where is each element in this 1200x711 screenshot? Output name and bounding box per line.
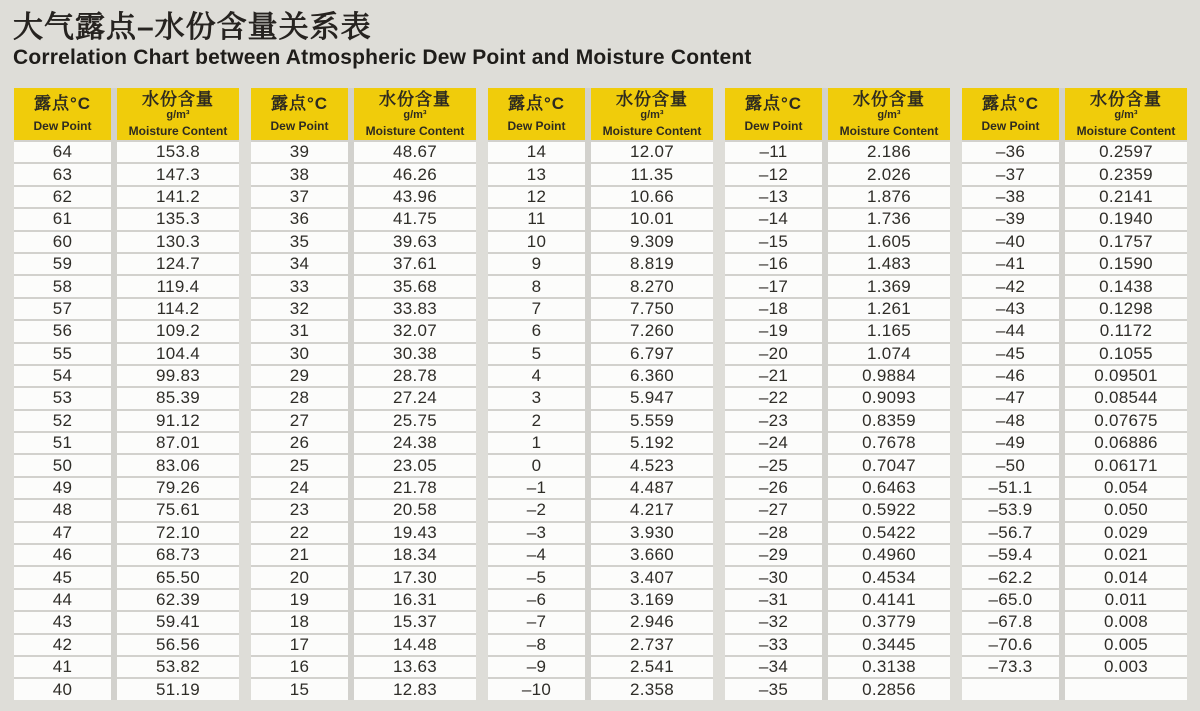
dew-point-cell: 30 (251, 344, 348, 364)
dew-point-header-cn: 露点°C (507, 94, 566, 114)
moisture-content-cell: 37.61 (354, 254, 476, 274)
dew-point-cell: 34 (251, 254, 348, 274)
moisture-content-cell: 0.09501 (1065, 366, 1187, 386)
table-column-group-1 (14, 88, 239, 700)
moisture-header-unit: g/m³ (403, 109, 427, 122)
moisture-content-cell: 2.946 (591, 612, 713, 632)
moisture-header-en: Moisture Content (128, 123, 228, 138)
dew-point-cell: –70.6 (962, 635, 1059, 655)
moisture-content-cell: 33.83 (354, 299, 476, 319)
moisture-content-cell: 99.83 (117, 366, 239, 386)
moisture-content-cell: 68.73 (117, 545, 239, 565)
moisture-content-header (117, 88, 239, 140)
dew-point-cell: 53 (14, 388, 111, 408)
moisture-content-cell: 0.050 (1065, 500, 1187, 520)
moisture-content-cell: 85.39 (117, 388, 239, 408)
moisture-content-cell: 0.07675 (1065, 411, 1187, 431)
moisture-content-cell: 0.2359 (1065, 164, 1187, 184)
moisture-content-cell: 8.819 (591, 254, 713, 274)
dew-point-cell: 44 (14, 590, 111, 610)
dew-point-cell: –62.2 (962, 567, 1059, 587)
dew-point-header (962, 88, 1059, 140)
dew-point-cell: 10 (488, 232, 585, 252)
moisture-content-cell: 30.38 (354, 344, 476, 364)
dew-point-cell: 50 (14, 455, 111, 475)
moisture-header-en: Moisture Content (839, 123, 939, 138)
moisture-content-cell: 59.41 (117, 612, 239, 632)
moisture-content-cell: 2.186 (828, 142, 950, 162)
dew-point-cell: –3 (488, 523, 585, 543)
moisture-content-cell: 0.021 (1065, 545, 1187, 565)
moisture-content-cell: 25.75 (354, 411, 476, 431)
moisture-content-cell: 43.96 (354, 187, 476, 207)
dew-point-cell: 49 (14, 478, 111, 498)
moisture-content-cell: 6.797 (591, 344, 713, 364)
moisture-content-cell: 13.63 (354, 657, 476, 677)
dew-point-cell: –7 (488, 612, 585, 632)
moisture-content-cell: 0.011 (1065, 590, 1187, 610)
dew-point-cell: 33 (251, 276, 348, 296)
moisture-content-cell: 0.3779 (828, 612, 950, 632)
moisture-header-unit: g/m³ (166, 109, 190, 122)
dew-point-cell: –35 (725, 679, 822, 699)
dew-point-cell: –22 (725, 388, 822, 408)
dew-point-cell: 7 (488, 299, 585, 319)
dew-point-cell: –56.7 (962, 523, 1059, 543)
moisture-content-cell: 51.19 (117, 679, 239, 699)
moisture-content-cell: 9.309 (591, 232, 713, 252)
dew-point-cell: 3 (488, 388, 585, 408)
table-column-group-4 (725, 88, 950, 700)
moisture-content-cell: 124.7 (117, 254, 239, 274)
dew-point-cell: –16 (725, 254, 822, 274)
moisture-content-cell: 27.24 (354, 388, 476, 408)
moisture-content-cell: 41.75 (354, 209, 476, 229)
moisture-content-cell: 21.78 (354, 478, 476, 498)
dew-point-cell: 29 (251, 366, 348, 386)
dew-point-cell: 60 (14, 232, 111, 252)
moisture-content-cell: 153.8 (117, 142, 239, 162)
moisture-content-header (828, 88, 950, 140)
dew-point-header (251, 88, 348, 140)
moisture-content-cell: 0.06886 (1065, 433, 1187, 453)
moisture-content-cell: 87.01 (117, 433, 239, 453)
dew-point-cell: –9 (488, 657, 585, 677)
dew-point-cell: –43 (962, 299, 1059, 319)
dew-point-cell: –48 (962, 411, 1059, 431)
moisture-content-cell: 0.1172 (1065, 321, 1187, 341)
moisture-content-cell: 0.9093 (828, 388, 950, 408)
moisture-content-cell: 28.78 (354, 366, 476, 386)
dew-point-cell: 6 (488, 321, 585, 341)
dew-point-cell: –65.0 (962, 590, 1059, 610)
moisture-content-cell: 1.074 (828, 344, 950, 364)
dew-point-cell: –36 (962, 142, 1059, 162)
moisture-header-cn: 水份含量 (379, 89, 451, 109)
dew-point-cell: –12 (725, 164, 822, 184)
dew-point-cell: 42 (14, 635, 111, 655)
moisture-content-cell: 39.63 (354, 232, 476, 252)
moisture-content-cell: 104.4 (117, 344, 239, 364)
dew-point-cell: 20 (251, 567, 348, 587)
moisture-content-cell: 0.06171 (1065, 455, 1187, 475)
dew-point-cell: –47 (962, 388, 1059, 408)
dew-point-cell: 41 (14, 657, 111, 677)
dew-point-cell: –39 (962, 209, 1059, 229)
moisture-content-cell: 17.30 (354, 567, 476, 587)
moisture-content-cell: 0.029 (1065, 523, 1187, 543)
moisture-content-cell: 53.82 (117, 657, 239, 677)
dew-point-cell: 58 (14, 276, 111, 296)
moisture-content-cell: 19.43 (354, 523, 476, 543)
dew-point-cell: 32 (251, 299, 348, 319)
table-column-group-2 (251, 88, 476, 700)
moisture-content-cell: 46.26 (354, 164, 476, 184)
moisture-content-cell: 0.4960 (828, 545, 950, 565)
dew-point-cell: –41 (962, 254, 1059, 274)
moisture-content-cell: 15.37 (354, 612, 476, 632)
moisture-content-cell: 119.4 (117, 276, 239, 296)
dew-point-cell: 57 (14, 299, 111, 319)
moisture-content-cell: 8.270 (591, 276, 713, 296)
moisture-content-cell: 1.165 (828, 321, 950, 341)
dew-point-cell: 37 (251, 187, 348, 207)
dew-point-cell: 43 (14, 612, 111, 632)
dew-point-cell: 51 (14, 433, 111, 453)
dew-point-cell: 17 (251, 635, 348, 655)
dew-point-cell: –17 (725, 276, 822, 296)
dew-point-header-en: Dew Point (744, 119, 803, 134)
moisture-content-cell: 65.50 (117, 567, 239, 587)
moisture-content-cell: 0.3138 (828, 657, 950, 677)
moisture-content-cell: 0.4534 (828, 567, 950, 587)
moisture-content-cell: 130.3 (117, 232, 239, 252)
moisture-content-cell: 0.9884 (828, 366, 950, 386)
dew-point-cell: –13 (725, 187, 822, 207)
moisture-content-cell: 114.2 (117, 299, 239, 319)
moisture-content-cell: 1.605 (828, 232, 950, 252)
dew-point-cell: –40 (962, 232, 1059, 252)
dew-point-cell: –5 (488, 567, 585, 587)
dew-point-cell: 55 (14, 344, 111, 364)
dew-point-cell: –11 (725, 142, 822, 162)
dew-point-cell: –33 (725, 635, 822, 655)
dew-point-cell: –23 (725, 411, 822, 431)
moisture-content-cell: 0.1757 (1065, 232, 1187, 252)
dew-point-cell: –29 (725, 545, 822, 565)
dew-point-cell: 27 (251, 411, 348, 431)
dew-point-header-cn: 露点°C (744, 94, 803, 114)
moisture-content-cell: 91.12 (117, 411, 239, 431)
dew-point-cell: –42 (962, 276, 1059, 296)
moisture-content-cell: 6.360 (591, 366, 713, 386)
dew-point-cell: 23 (251, 500, 348, 520)
moisture-content-cell: 4.523 (591, 455, 713, 475)
table-column-group-3 (488, 88, 713, 700)
page-title-en: Correlation Chart between Atmospheric Dew Point and Moisture Content (13, 46, 752, 69)
dew-point-cell: –44 (962, 321, 1059, 341)
moisture-content-cell: 141.2 (117, 187, 239, 207)
moisture-content-cell: 0.4141 (828, 590, 950, 610)
moisture-content-cell: 48.67 (354, 142, 476, 162)
moisture-content-cell: 7.260 (591, 321, 713, 341)
dew-point-cell: 39 (251, 142, 348, 162)
dew-point-cell: 1 (488, 433, 585, 453)
dew-point-cell: –27 (725, 500, 822, 520)
dew-point-cell: –32 (725, 612, 822, 632)
moisture-content-cell: 12.83 (354, 679, 476, 699)
moisture-content-cell: 0.008 (1065, 612, 1187, 632)
dew-point-cell: 8 (488, 276, 585, 296)
moisture-content-cell: 2.737 (591, 635, 713, 655)
moisture-content-cell: 0.005 (1065, 635, 1187, 655)
moisture-content-cell: 3.930 (591, 523, 713, 543)
moisture-content-header (591, 88, 713, 140)
dew-point-cell: –1 (488, 478, 585, 498)
moisture-content-cell: 7.750 (591, 299, 713, 319)
moisture-content-cell: 109.2 (117, 321, 239, 341)
dew-point-cell: 38 (251, 164, 348, 184)
dew-point-header-cn: 露点°C (33, 94, 92, 114)
moisture-header-cn: 水份含量 (1090, 89, 1162, 109)
moisture-header-en: Moisture Content (365, 123, 465, 138)
moisture-content-cell: 83.06 (117, 455, 239, 475)
dew-point-cell: 19 (251, 590, 348, 610)
dew-point-cell: –21 (725, 366, 822, 386)
dew-point-header (488, 88, 585, 140)
dew-point-cell: 54 (14, 366, 111, 386)
moisture-header-en: Moisture Content (602, 123, 702, 138)
dew-point-cell: –50 (962, 455, 1059, 475)
dew-point-cell: 40 (14, 679, 111, 699)
dew-point-cell: 14 (488, 142, 585, 162)
dew-point-cell: 46 (14, 545, 111, 565)
moisture-content-cell: 0.8359 (828, 411, 950, 431)
moisture-header-unit: g/m³ (877, 109, 901, 122)
dew-point-cell: –28 (725, 523, 822, 543)
moisture-content-cell: 3.660 (591, 545, 713, 565)
moisture-content-cell: 1.261 (828, 299, 950, 319)
moisture-header-en: Moisture Content (1076, 123, 1176, 138)
moisture-content-cell: 0.2597 (1065, 142, 1187, 162)
dew-point-cell: 25 (251, 455, 348, 475)
dew-point-cell: 21 (251, 545, 348, 565)
moisture-content-cell: 35.68 (354, 276, 476, 296)
moisture-content-cell: 1.483 (828, 254, 950, 274)
dew-point-cell: 64 (14, 142, 111, 162)
dew-point-cell: –15 (725, 232, 822, 252)
dew-point-cell: 36 (251, 209, 348, 229)
dew-point-cell: –51.1 (962, 478, 1059, 498)
moisture-content-cell: 2.541 (591, 657, 713, 677)
dew-point-header-cn: 露点°C (270, 94, 329, 114)
dew-point-cell: 4 (488, 366, 585, 386)
dew-point-cell: –37 (962, 164, 1059, 184)
moisture-content-cell: 0.1590 (1065, 254, 1187, 274)
dew-point-header-cn: 露点°C (981, 94, 1040, 114)
moisture-content-cell: 1.876 (828, 187, 950, 207)
moisture-content-cell: 24.38 (354, 433, 476, 453)
dew-point-cell: –10 (488, 679, 585, 699)
moisture-content-cell: 1.736 (828, 209, 950, 229)
dew-point-cell: –14 (725, 209, 822, 229)
moisture-content-cell: 135.3 (117, 209, 239, 229)
dew-point-cell: –25 (725, 455, 822, 475)
dew-point-cell: –18 (725, 299, 822, 319)
moisture-content-cell: 0.08544 (1065, 388, 1187, 408)
dew-point-cell: –53.9 (962, 500, 1059, 520)
dew-point-cell: –19 (725, 321, 822, 341)
moisture-content-cell: 16.31 (354, 590, 476, 610)
dew-point-cell: 9 (488, 254, 585, 274)
dew-point-cell: 22 (251, 523, 348, 543)
moisture-content-cell: 0.7678 (828, 433, 950, 453)
dew-point-cell: 47 (14, 523, 111, 543)
dew-point-cell: –24 (725, 433, 822, 453)
dew-point-header-en: Dew Point (270, 119, 329, 134)
dew-point-cell: 0 (488, 455, 585, 475)
dew-point-cell: 5 (488, 344, 585, 364)
moisture-content-cell: 1.369 (828, 276, 950, 296)
moisture-content-cell: 62.39 (117, 590, 239, 610)
dew-point-cell: 48 (14, 500, 111, 520)
moisture-content-cell: 3.407 (591, 567, 713, 587)
dew-point-moisture-table (14, 88, 1187, 700)
moisture-content-cell: 0.3445 (828, 635, 950, 655)
moisture-content-cell: 56.56 (117, 635, 239, 655)
dew-point-cell: 15 (251, 679, 348, 699)
dew-point-cell: 56 (14, 321, 111, 341)
moisture-content-cell: 11.35 (591, 164, 713, 184)
dew-point-cell: –46 (962, 366, 1059, 386)
dew-point-cell: 45 (14, 567, 111, 587)
page-title-cn: 大气露点–水份含量关系表 (13, 11, 372, 44)
dew-point-cell: –31 (725, 590, 822, 610)
dew-point-cell: –45 (962, 344, 1059, 364)
moisture-header-cn: 水份含量 (142, 89, 214, 109)
dew-point-cell: –2 (488, 500, 585, 520)
moisture-content-cell: 72.10 (117, 523, 239, 543)
moisture-content-cell: 3.169 (591, 590, 713, 610)
dew-point-cell: 18 (251, 612, 348, 632)
dew-point-cell: –59.4 (962, 545, 1059, 565)
moisture-content-cell: 5.559 (591, 411, 713, 431)
moisture-content-cell: 10.01 (591, 209, 713, 229)
dew-point-cell: –73.3 (962, 657, 1059, 677)
moisture-content-cell: 14.48 (354, 635, 476, 655)
moisture-content-cell: 0.1940 (1065, 209, 1187, 229)
dew-point-cell: 16 (251, 657, 348, 677)
dew-point-cell: 63 (14, 164, 111, 184)
dew-point-cell: 62 (14, 187, 111, 207)
moisture-content-cell: 0.1055 (1065, 344, 1187, 364)
moisture-content-cell: 0.003 (1065, 657, 1187, 677)
dew-point-cell: –67.8 (962, 612, 1059, 632)
moisture-content-cell: 0.1438 (1065, 276, 1187, 296)
moisture-content-cell: 32.07 (354, 321, 476, 341)
moisture-content-cell: 2.026 (828, 164, 950, 184)
moisture-content-cell: 0.7047 (828, 455, 950, 475)
moisture-content-cell: 0.6463 (828, 478, 950, 498)
moisture-content-cell: 20.58 (354, 500, 476, 520)
moisture-content-cell: 0.2856 (828, 679, 950, 699)
moisture-content-header (1065, 88, 1187, 140)
moisture-content-cell: 0.014 (1065, 567, 1187, 587)
moisture-content-cell: 2.358 (591, 679, 713, 699)
dew-point-cell: 31 (251, 321, 348, 341)
dew-point-cell: 52 (14, 411, 111, 431)
dew-point-cell: –20 (725, 344, 822, 364)
moisture-content-cell: 4.487 (591, 478, 713, 498)
dew-point-cell: –4 (488, 545, 585, 565)
moisture-header-unit: g/m³ (640, 109, 664, 122)
dew-point-cell: –6 (488, 590, 585, 610)
dew-point-cell: 11 (488, 209, 585, 229)
dew-point-cell: –38 (962, 187, 1059, 207)
moisture-content-cell: 0.2141 (1065, 187, 1187, 207)
dew-point-cell: 59 (14, 254, 111, 274)
dew-point-cell: 2 (488, 411, 585, 431)
table-column-group-5 (962, 88, 1187, 700)
moisture-content-cell: 12.07 (591, 142, 713, 162)
dew-point-header (725, 88, 822, 140)
dew-point-cell: 13 (488, 164, 585, 184)
dew-point-cell: 12 (488, 187, 585, 207)
moisture-content-cell: 0.5922 (828, 500, 950, 520)
moisture-content-cell: 0.1298 (1065, 299, 1187, 319)
dew-point-header (14, 88, 111, 140)
dew-point-cell: –34 (725, 657, 822, 677)
moisture-content-cell (1065, 679, 1187, 699)
dew-point-cell: 61 (14, 209, 111, 229)
moisture-header-unit: g/m³ (1114, 109, 1138, 122)
dew-point-cell: –8 (488, 635, 585, 655)
moisture-content-cell: 4.217 (591, 500, 713, 520)
dew-point-cell: 24 (251, 478, 348, 498)
moisture-content-cell: 79.26 (117, 478, 239, 498)
moisture-content-cell: 0.5422 (828, 523, 950, 543)
dew-point-header-en: Dew Point (981, 119, 1040, 134)
dew-point-cell: 28 (251, 388, 348, 408)
dew-point-cell: –30 (725, 567, 822, 587)
moisture-header-cn: 水份含量 (616, 89, 688, 109)
dew-point-cell (962, 679, 1059, 699)
dew-point-cell: 26 (251, 433, 348, 453)
moisture-content-cell: 5.192 (591, 433, 713, 453)
moisture-content-cell: 75.61 (117, 500, 239, 520)
moisture-content-cell: 18.34 (354, 545, 476, 565)
dew-point-cell: –49 (962, 433, 1059, 453)
moisture-content-cell: 10.66 (591, 187, 713, 207)
moisture-content-cell: 5.947 (591, 388, 713, 408)
dew-point-header-en: Dew Point (507, 119, 566, 134)
moisture-content-header (354, 88, 476, 140)
moisture-content-cell: 0.054 (1065, 478, 1187, 498)
moisture-content-cell: 147.3 (117, 164, 239, 184)
moisture-content-cell: 23.05 (354, 455, 476, 475)
dew-point-cell: 35 (251, 232, 348, 252)
dew-point-cell: –26 (725, 478, 822, 498)
dew-point-header-en: Dew Point (33, 119, 92, 134)
moisture-header-cn: 水份含量 (853, 89, 925, 109)
